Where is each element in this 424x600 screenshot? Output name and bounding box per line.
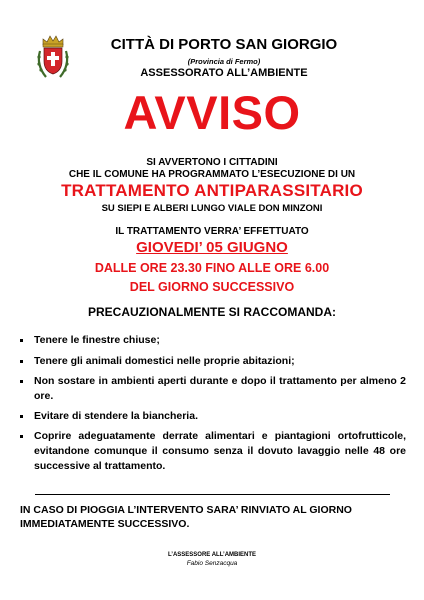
list-item-text: Non sostare in ambienti aperti durante e dopo il trattamento per almeno 2 ore. [34,375,406,402]
bullet-icon [20,415,23,418]
treatment-title: TRATTAMENTO ANTIPARASSITARIO [61,181,363,200]
intro-line-1: SI AVVERTONO I CITTADINI [146,157,278,168]
intro-line-2: CHE IL COMUNE HA PROGRAMMATO L’ESECUZIONE DI UN [68,169,356,180]
list-item-text: Tenere gli animali domestici nelle proprie abitazioni; [34,355,295,367]
signature-name: Fabio Senzacqua [186,560,238,567]
list-item-text: Coprire adeguatamente derrate alimentari e piantagioni ortofrutticole, evitandone comunque il consumo senza il dovuto lavaggio nelle 48 ore successive al trattamento. [34,430,406,472]
town-crest-icon [34,33,72,81]
list-item-text: Tenere le finestre chiuse; [34,334,160,346]
notice-title: AVVISO [123,86,301,139]
list-item [20,409,406,424]
treatment-date: GIOVEDI’ 05 GIUGNO [136,239,288,256]
treatment-time-line-1: DALLE ORE 23.30 FINO ALLE ORE 6.00 [94,261,330,275]
rain-notice: IN CASO DI PIOGGIA L’INTERVENTO SARA’ RINVIATO AL GIORNO IMMEDIATAMENTE SUCCESSIVO. [20,504,352,530]
list-item [20,429,406,474]
performed-label: IL TRATTAMENTO VERRA’ EFFETTUATO [115,226,309,237]
list-item [20,333,406,348]
province-label: (Provincia di Fermo) [187,57,261,66]
precautions-heading: PRECAUZIONALMENTE SI RACCOMANDA: [88,305,336,319]
treatment-time-line-2: DEL GIORNO SUCCESSIVO [129,280,295,294]
bullet-icon [20,360,23,363]
signature-title: L’ASSESSORE ALL’AMBIENTE [167,552,257,558]
treatment-location: SU SIEPI E ALBERI LUNGO VIALE DON MINZONI [101,203,323,214]
list-item [20,374,406,404]
list-item [20,354,406,369]
department-label: ASSESSORATO ALL’AMBIENTE [140,67,308,79]
list-item-text: Evitare di stendere la biancheria. [34,410,198,422]
bullet-icon [20,339,23,342]
divider [35,494,390,495]
city-name: CITTÀ DI PORTO SAN GIORGIO [110,36,338,53]
bullet-icon [20,380,23,383]
bullet-icon [20,435,23,438]
